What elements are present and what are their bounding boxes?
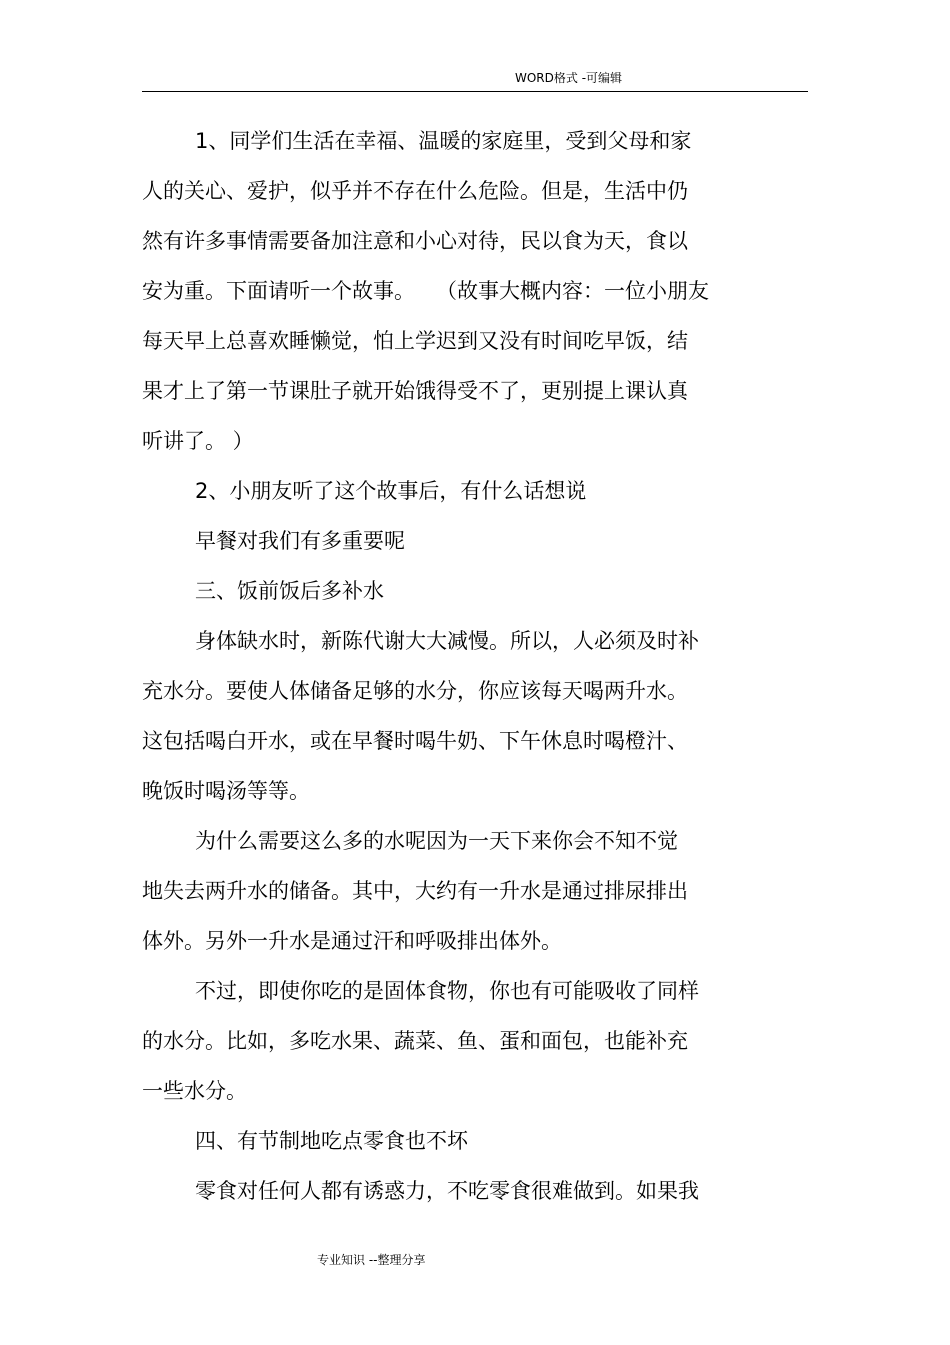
header-divider: [142, 91, 808, 92]
paragraph-line: 1、同学们生活在幸福、温暖的家庭里，受到父母和家: [195, 129, 692, 153]
paragraph-line: 晚饭时喝汤等等。: [142, 779, 310, 803]
paragraph-line: 早餐对我们有多重要呢: [195, 529, 405, 553]
page-header-title: WORD格式 -可编辑: [515, 71, 623, 85]
paragraph-line: 充水分。要使人体储备足够的水分，你应该每天喝两升水。: [142, 679, 688, 703]
page-footer-text: 专业知识 --整理分享: [317, 1253, 426, 1267]
document-body: [142, 116, 782, 1216]
section-heading: 四、有节制地吃点零食也不坏: [195, 1129, 468, 1153]
paragraph-line: 果才上了第一节课肚子就开始饿得受不了，更别提上课认真: [142, 379, 688, 403]
paragraph-line: 身体缺水时，新陈代谢大大减慢。所以，人必须及时补: [195, 629, 699, 653]
paragraph-line: 为什么需要这么多的水呢因为一天下来你会不知不觉: [195, 829, 678, 853]
paragraph-line: 然有许多事情需要备加注意和小心对待，民以食为天，食以: [142, 229, 688, 253]
section-heading: 三、饭前饭后多补水: [195, 579, 384, 603]
paragraph-line: 这包括喝白开水，或在早餐时喝牛奶、下午休息时喝橙汁、: [142, 729, 688, 753]
paragraph-line: 的水分。比如，多吃水果、蔬菜、鱼、蛋和面包，也能补充: [142, 1029, 688, 1053]
paragraph-line: 听讲了。 ）: [142, 429, 254, 453]
paragraph-line: 零食对任何人都有诱惑力，不吃零食很难做到。如果我: [195, 1179, 699, 1203]
paragraph-line: 安为重。下面请听一个故事。 （故事大概内容：一位小朋友: [142, 279, 709, 303]
paragraph-line: 地失去两升水的储备。其中，大约有一升水是通过排尿排出: [142, 879, 688, 903]
paragraph-line: 一些水分。: [142, 1079, 247, 1103]
paragraph-line: 人的关心、爱护，似乎并不存在什么危险。但是，生活中仍: [142, 179, 688, 203]
paragraph-line: 2、小朋友听了这个故事后，有什么话想说: [195, 479, 587, 503]
paragraph-line: 不过，即使你吃的是固体食物，你也有可能吸收了同样: [195, 979, 699, 1003]
paragraph-line: 体外。另外一升水是通过汗和呼吸排出体外。: [142, 929, 562, 953]
paragraph-line: 每天早上总喜欢睡懒觉，怕上学迟到又没有时间吃早饭，结: [142, 329, 688, 353]
